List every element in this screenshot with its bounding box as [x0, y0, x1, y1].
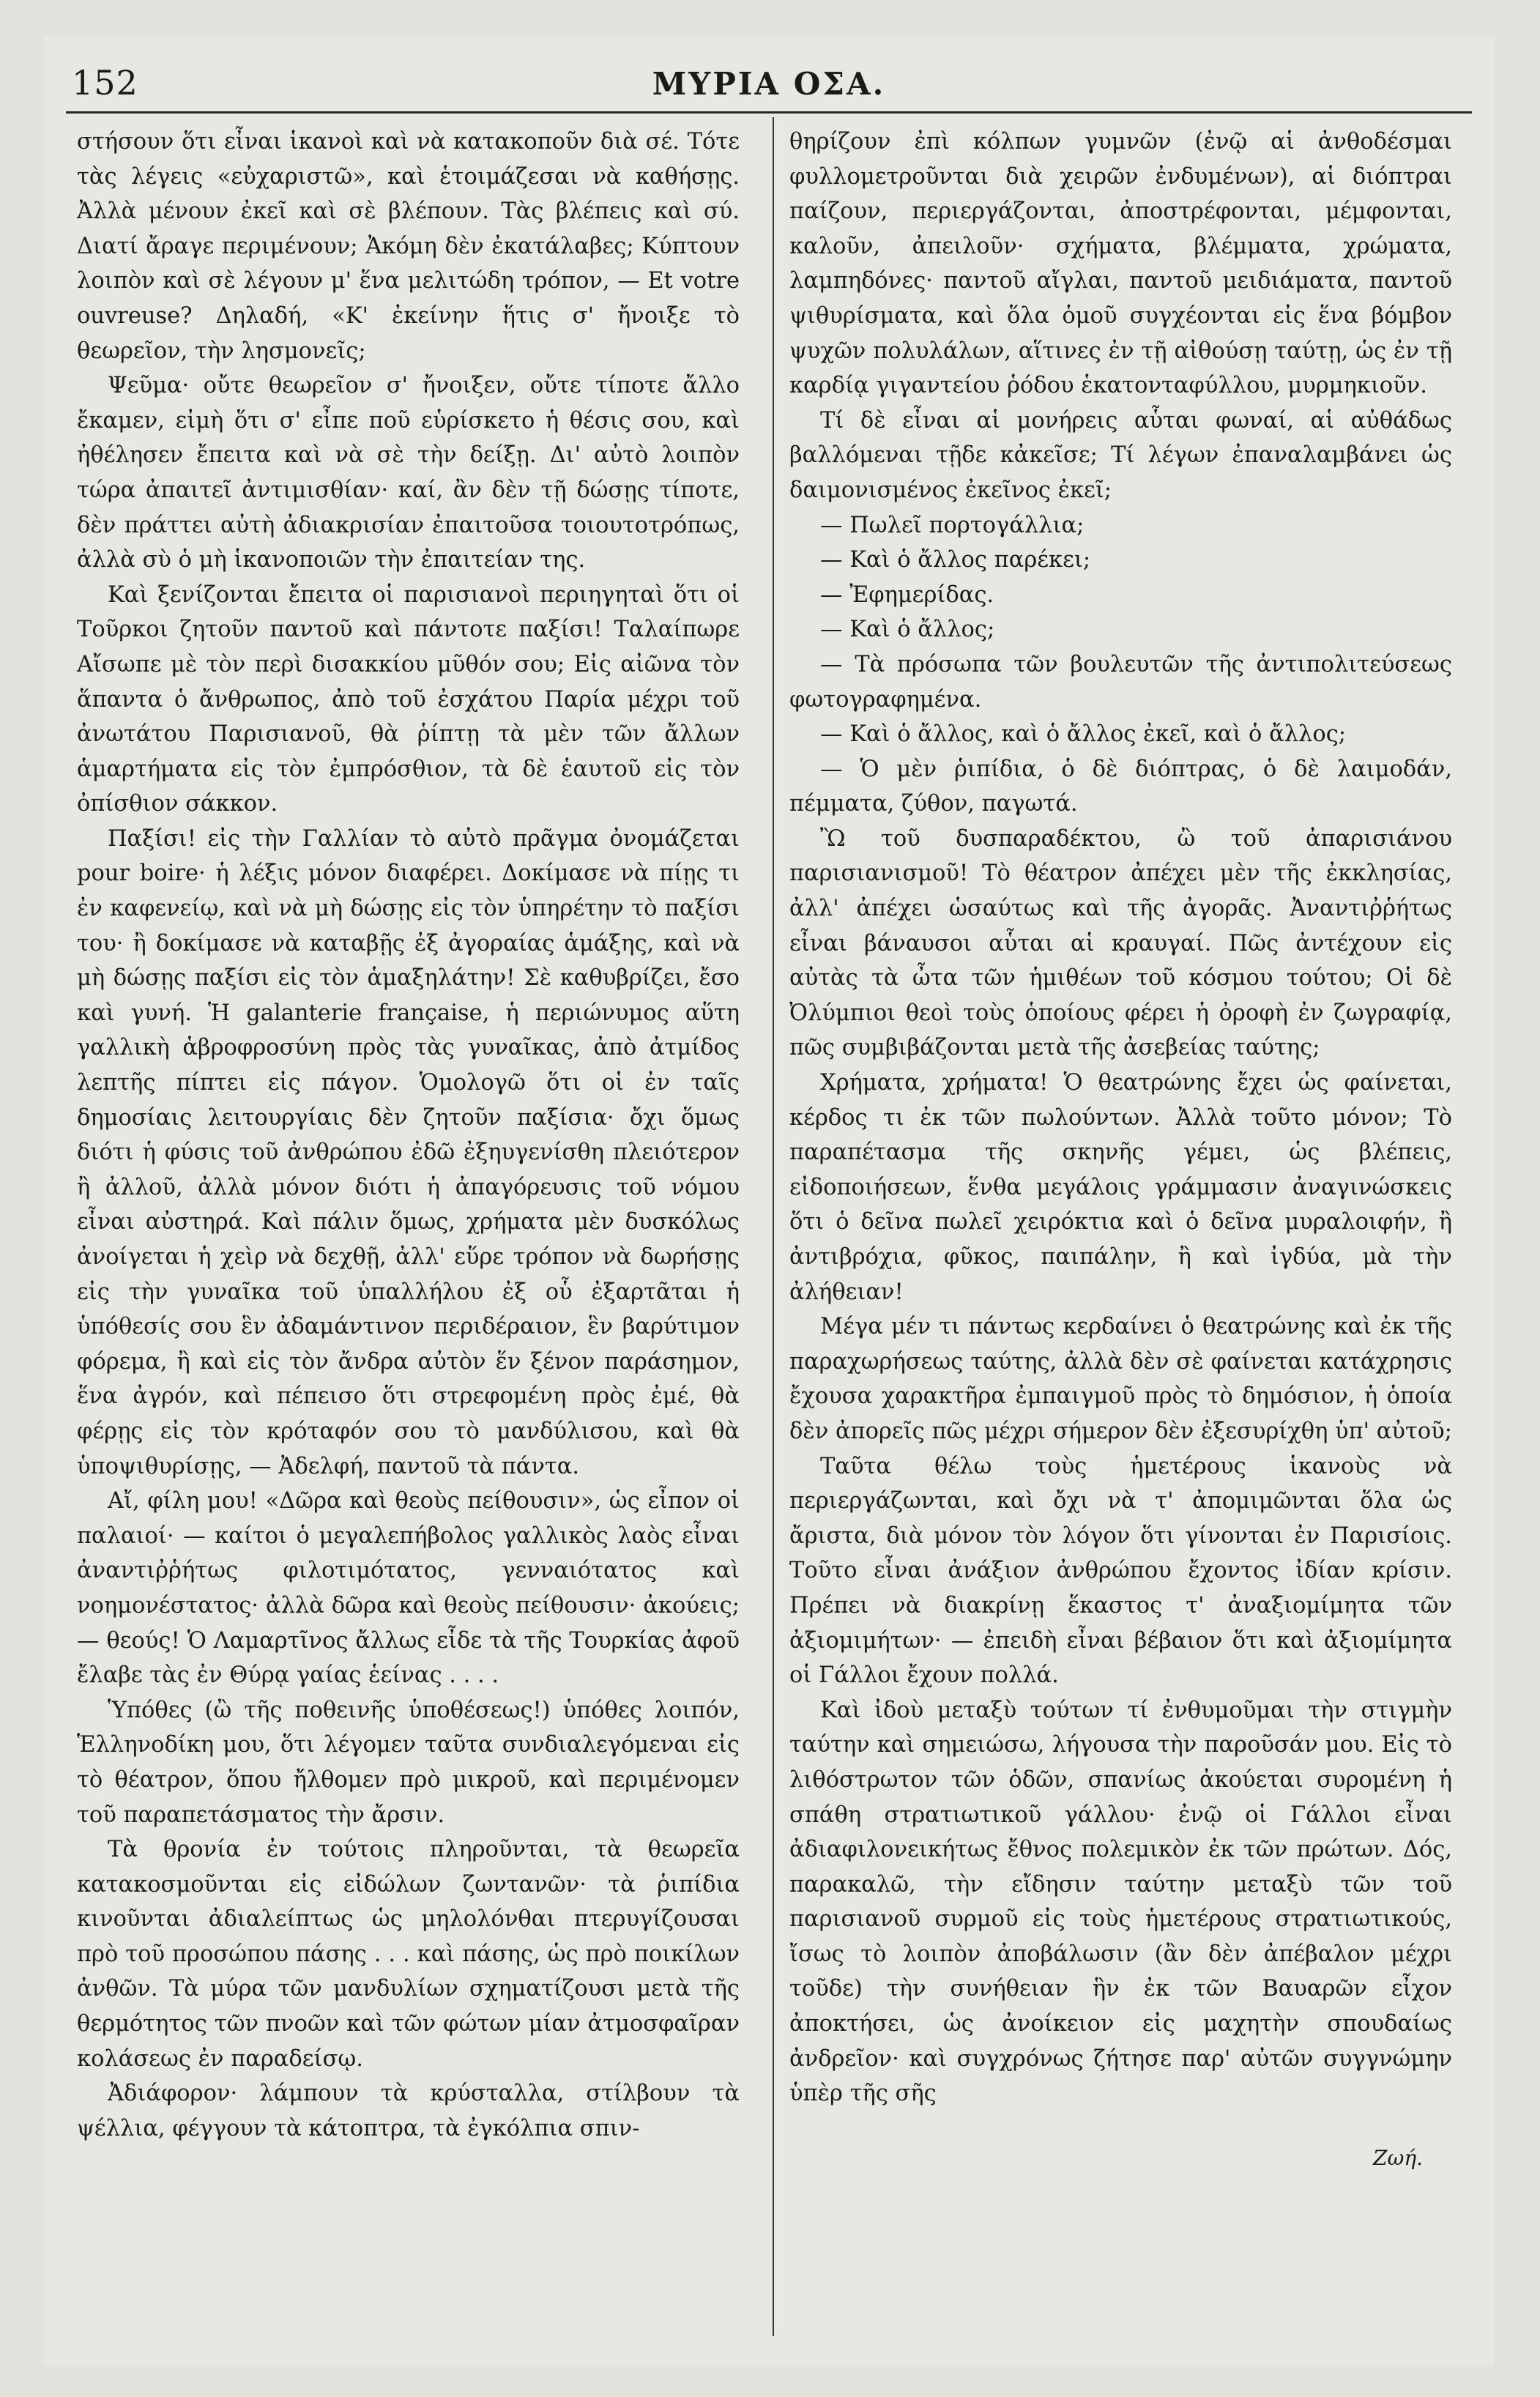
- paragraph: Τὰ θρονία ἐν τούτοις πληροῦνται, τὰ θεωρεῖα κατακοσμοῦνται εἰς εἰδώλων ζωντανῶν· τὰ ῥιπίδια κινοῦνται ἀδιαλείπτως ὡς μηλολόνθαι πτερυγίζουσαι πρὸ τοῦ προσώπου πάσης . . . καὶ πάσης, ὡς πρὸ ποικίλων ἀνθῶν. Τὰ μύρα τῶν μανδυλίων σχηματίζουσι μετὰ τῆς θερμότητος τῶν πνοῶν καὶ τῶν φώτων μίαν ἀτμοσφαῖραν κολάσεως ἐν παραδείσῳ.: [77, 1837, 740, 2072]
- paragraph: Ὢ τοῦ δυσπαραδέκτου, ὢ τοῦ ἀπαρισιάνου παρισιανισμοῦ! Τὸ θέατρον ἀπέχει μὲν τῆς ἐκκλησίας, ἀλλ' ἀπέχει ὡσαύτως καὶ τῆς ἀγορᾶς. Ἀναντιῤῥήτως εἶναι βάναυσοι αὗται αἱ κραυγαί. Πῶς ἀντέχουν εἰς αὐτὰς τὰ ὦτα τῶν ἡμιθέων τοῦ κόσμου τούτου; Οἱ δὲ Ὀλύμπιοι θεοὶ τοὺς ὁποίους φέρει ἡ ὀροφὴ ἐν ζωγραφίᾳ, πῶς συμβιβάζονται μετὰ τῆς ἀσεβείας ταύτης;: [789, 825, 1452, 1061]
- paragraph: Ὑπόθες (ὢ τῆς ποθεινῆς ὑποθέσεως!) ὑπόθες λοιπόν, Ἑλληνοδίκη μου, ὅτι λέγομεν ταῦτα συνδιαλεγόμεναι εἰς τὸ θέατρον, ὅπου ἤλθομεν πρὸ μικροῦ, καὶ περιμένομεν τοῦ παραπετάσματος τὴν ἄρσιν.: [77, 1697, 740, 1828]
- page-number: 152: [72, 63, 138, 103]
- paragraph: Καὶ ξενίζονται ἔπειτα οἱ παρισιανοὶ περιηγηταὶ ὅτι οἱ Τοῦρκοι ζητοῦν παντοῦ καὶ πάντοτε παξίσι! Ταλαίπωρε Αἴσωπε μὲ τὸν περὶ δισακκίου μῦθόν σου; Εἰς αἰῶνα τὸν ἅπαντα ὁ ἄνθρωπος, ἀπὸ τοῦ ἐσχάτου Παρία μέχρι τοῦ ἀνωτάτου Παρισιανοῦ, θὰ ῥίπτῃ τὰ μὲν τῶν ἄλλων ἁμαρτήματα εἰς τὸν ἐμπρόσθιον, τὰ δὲ ἑαυτοῦ εἰς τὸν ὀπίσθιον σάκκον.: [77, 581, 740, 817]
- dialogue-line: — Καὶ ὁ ἄλλος παρέκει;: [820, 547, 1091, 573]
- signature: Ζωή.: [1373, 2145, 1423, 2170]
- paragraph: Παξίσι! εἰς τὴν Γαλλίαν τὸ αὐτὸ πρᾶγμα ὀνομάζεται pour boire· ἡ λέξις μόνον διαφέρει. Δοκίμασε νὰ πίῃς τι ἐν καφενείῳ, καὶ νὰ μὴ δώσῃς εἰς τὸν ὑπηρέτην τὸ παξίσι του· ἢ δοκίμασε νὰ καταβῇς ἐξ ἀγοραίας ἁμάξης, καὶ νὰ μὴ δώσῃς παξίσι εἰς τὸν ἁμαξηλάτην! Σὲ καθυβρίζει, ἔσο καὶ γυνή. Ἡ galanterie française, ἡ περιώνυμος αὕτη γαλλικὴ ἁβροφροσύνη πρὸς τὰς γυναῖκας, ἀπὸ ἀτμίδος λεπτῆς πίπτει εἰς πάγον. Ὁμολογῶ ὅτι οἱ ἐν ταῖς δημοσίαις λειτουργίαις δὲν ζητοῦν παξίσια· ὄχι ὅμως διότι ἡ φύσις τοῦ ἀνθρώπου ἐδῶ ἐξηυγενίσθη πλειότερον ἢ ἀλλοῦ, ἀλλὰ μόνον διότι ἡ ἀπαγόρευσις τοῦ νόμου εἶναι αὐστηρά. Καὶ πάλιν ὅμως, χρήματα μὲν δυσκόλως ἀνοίγεται ἡ χεὶρ νὰ δεχθῇ, ἀλλ' εὕρε τρόπον νὰ δωρήσῃς εἰς τὴν γυναῖκα τοῦ ὑπαλλήλου ἐξ οὗ ἐξαρτᾶται ἡ ὑπόθεσίς σου ἓν ἀδαμάντινον περιδέραιον, ἓν βαρύτιμον φόρεμα, ἢ καὶ εἰς τὸν ἄνδρα αὐτὸν ἕν ξένον παράσημον, ἕνα ἀγρόν, καὶ πέπεισο ὅτι στρεφομένη πρὸς ἐμέ, θὰ φέρῃς εἰς τὸν κρόταφόν σου τὸ μανδύλισου, καὶ θὰ ὑποψιθυρίσῃς, — Ἀδελφή, παντοῦ τὰ πάντα.: [77, 825, 740, 1479]
- paragraph: θηρίζουν ἐπὶ κόλπων γυμνῶν (ἐνῷ αἱ ἀνθοδέσμαι φυλλομετροῦνται διὰ χειρῶν ἐνδυμένων), αἱ διόπτραι παίζουν, περιεργάζονται, ἀποστρέφονται, μέμφονται, καλοῦν, ἀπειλοῦν· σχήματα, βλέμματα, χρώματα, λαμπηδόνες· παντοῦ αἴγλαι, παντοῦ μειδιάματα, παντοῦ ψιθυρίσματα, καὶ ὅλα ὁμοῦ συγχέονται εἰς ἕνα βόμβον ψυχῶν πολυλάλων, αἵτινες ἐν τῇ αἰθούσῃ ταύτῃ, ὡς ἐν τῇ καρδίᾳ γιγαντείου ῥόδου ἑκατονταφύλλου, μυρμηκιοῦν.: [789, 129, 1452, 399]
- paragraph: Αἴ, φίλη μου! «Δῶρα καὶ θεοὺς πείθουσιν», ὡς εἶπον οἱ παλαιοί· — καίτοι ὁ μεγαλεπήβολος γαλλικὸς λαὸς εἶναι ἀναντιῤῥήτως φιλοτιμότατος, γενναιότατος καὶ νοημονέστατος· ἀλλὰ δῶρα καὶ θεοὺς πείθουσιν· ἀκούεις; — θεούς! Ὁ Λαμαρτῖνος ἄλλως εἶδε τὰ τῆς Τουρκίας ἀφοῦ ἔλαβε τὰς ἐν Θύρᾳ γαίας ἑείνας . . . .: [77, 1488, 740, 1689]
- header-rule: [66, 111, 1472, 114]
- paragraph: στήσουν ὅτι εἶναι ἱκανοὶ καὶ νὰ κατακοποῦν διὰ σέ. Τότε τὰς λέγεις «εὐχαριστῶ», καὶ ἑτοιμάζεσαι νὰ καθήσῃς. Ἀλλὰ μένουν ἐκεῖ καὶ σὲ βλέπουν. Τὰς βλέπεις καὶ σύ. Διατί ἄραγε περιμένουν; Ἀκόμη δὲν ἐκατάλαβες; Κύπτουν λοιπὸν καὶ σὲ λέγουν μ' ἕνα μελιτώδη τρόπον, — Et votre ouvreuse? Δηλαδή, «Κ' ἐκείνην ἥτις σ' ἤνοιξε τὸ θεωρεῖον, τὴν λησμονεῖς;: [77, 129, 740, 364]
- running-title: ΜΥΡΙΑ ΟΣΑ.: [652, 66, 886, 102]
- page-header: [44, 37, 1494, 125]
- dialogue-line: — Καὶ ὁ ἄλλος, καὶ ὁ ἄλλος ἐκεῖ, καὶ ὁ ἄλλος;: [820, 721, 1347, 748]
- dialogue-line: — Τὰ πρόσωπα τῶν βουλευτῶν τῆς ἀντιπολιτεύσεως φωτογραφημένα.: [789, 651, 1452, 713]
- dialogue-line: — Ὁ μὲν ῥιπίδια, ὁ δὲ διόπτρας, ὁ δὲ λαιμοδάν, πέμματα, ζύθον, παγωτά.: [789, 756, 1452, 817]
- dialogue-line: — Πωλεῖ πορτογάλλια;: [820, 512, 1085, 538]
- left-column: [77, 125, 740, 2146]
- paragraph: Ἀδιάφορον· λάμπουν τὰ κρύσταλλα, στίλβουν τὰ ψέλλια, φέγγουν τὰ κάτοπτρα, τὰ ἐγκόλπια σπιν-: [77, 2081, 740, 2141]
- paragraph: Μέγα μέν τι πάντως κερδαίνει ὁ θεατρώνης καὶ ἐκ τῆς παραχωρήσεως ταύτης, ἀλλὰ δὲν σὲ φαίνεται κατάχρησις ἔχουσα χαρακτῆρα ἐμπαιγμοῦ πρὸς τὸ δημόσιον, ἡ ὁποία δὲν ἀπορεῖς πῶς μέχρι σήμερον δὲν ἐξεσυρίχθη ὑπ' αὐτοῦ;: [789, 1314, 1452, 1444]
- paragraph: Χρήματα, χρήματα! Ὁ θεατρώνης ἔχει ὡς φαίνεται, κέρδος τι ἐκ τῶν πωλούντων. Ἀλλὰ τοῦτο μόνον; Τὸ παραπέτασμα τῆς σκηνῆς γέμει, ὡς βλέπεις, εἰδοποιήσεων, ἕνθα μεγάλοις γράμμασιν ἀναγινώσκεις ὅτι ὁ δεῖνα πωλεῖ χειρόκτια καὶ ὁ δεῖνα μυραλοιφήν, ἢ ἀντιβρόχια, φῦκος, παιπάλην, ἢ καὶ ἰγδύα, μὰ τὴν ἀλήθειαν!: [789, 1070, 1452, 1305]
- dialogue-line: — Ἐφημερίδας.: [820, 581, 994, 608]
- right-column: [789, 125, 1452, 2175]
- page: [44, 37, 1494, 2366]
- paragraph: Τί δὲ εἶναι αἱ μονήρεις αὗται φωναί, αἱ αὐθάδως βαλλόμεναι τῇδε κἀκεῖσε; Τί λέγων ἐπαναλαμβάνει ὡς δαιμονισμένος ἐκεῖνος ἐκεῖ;: [789, 407, 1452, 503]
- paragraph: Καὶ ἰδοὺ μεταξὺ τούτων τί ἐνθυμοῦμαι τὴν στιγμὴν ταύτην καὶ σημειώσω, λήγουσα τὴν παροῦσάν μου. Εἰς τὸ λιθόστρωτον τῶν ὁδῶν, σπανίως ἀκούεται συρομένη ἡ σπάθη στρατιωτικοῦ γάλλου· ἐνῷ οἱ Γάλλοι εἶναι ἀδιαφιλονεικήτως ἔθνος πολεμικὸν ἐκ τῶν πρώτων. Δός, παρακαλῶ, τὴν εἴδησιν ταύτην μεταξὺ τῶν τοῦ παρισιανοῦ συρμοῦ εἰς τοὺς ἡμετέρους στρατιωτικούς, ἴσως τὸ λοιπὸν ἀποβάλωσιν (ἂν δὲν ἀπέβαλον μέχρι τοῦδε) τὴν συνήθειαν ἣν ἐκ τῶν Βαυαρῶν εἶχον ἀποκτήσει, ὡς ἀνοίκειον εἰς μαχητὴν σπουδαίως ἀνδρεῖον· καὶ συγχρόνως ζήτησε παρ' αὐτῶν συγγνώμην ὑπὲρ τῆς σῆς: [789, 1697, 1452, 2107]
- paragraph: Ταῦτα θέλω τοὺς ἡμετέρους ἱκανοὺς νὰ περιεργάζωνται, καὶ ὄχι νὰ τ' ἀπομιμῶνται ὅλα ὡς ἄριστα, διὰ μόνον τὸν λόγον ὅτι γίνονται ἐν Παρισίοις. Τοῦτο εἶναι ἀνάξιον ἀνθρώπου ἔχοντος ἰδίαν κρίσιν. Πρέπει νὰ διακρίνῃ ἕκαστος τ' ἀναξιομίμητα τῶν ἀξιομιμήτων· — ἐπειδὴ εἶναι βέβαιον ὅτι καὶ ἀξιομίμητα οἱ Γάλλοι ἔχουν πολλά.: [789, 1453, 1452, 1689]
- paragraph: Ψεῦμα· οὔτε θεωρεῖον σ' ἤνοιξεν, οὔτε τίποτε ἄλλο ἔκαμεν, εἰμὴ ὅτι σ' εἶπε ποῦ εὑρίσκετο ἡ θέσις σου, καὶ ἠθέλησεν ἔπειτα καὶ νὰ σὲ τὴν δείξῃ. Δι' αὐτὸ λοιπὸν τώρα ἀπαιτεῖ ἀντιμισθίαν· καί, ἂν δὲν τῇ δώσῃς τίποτε, δὲν πράττει αὐτὴ ἀδιακρισίαν ἐπαιτοῦσα τοιουτοτρόπως, ἀλλὰ σὺ ὁ μὴ ἱκανοποιῶν τὴν ἐπαιτείαν της.: [77, 373, 740, 573]
- column-divider: [773, 117, 774, 2336]
- dialogue-line: — Καὶ ὁ ἄλλος;: [820, 617, 995, 643]
